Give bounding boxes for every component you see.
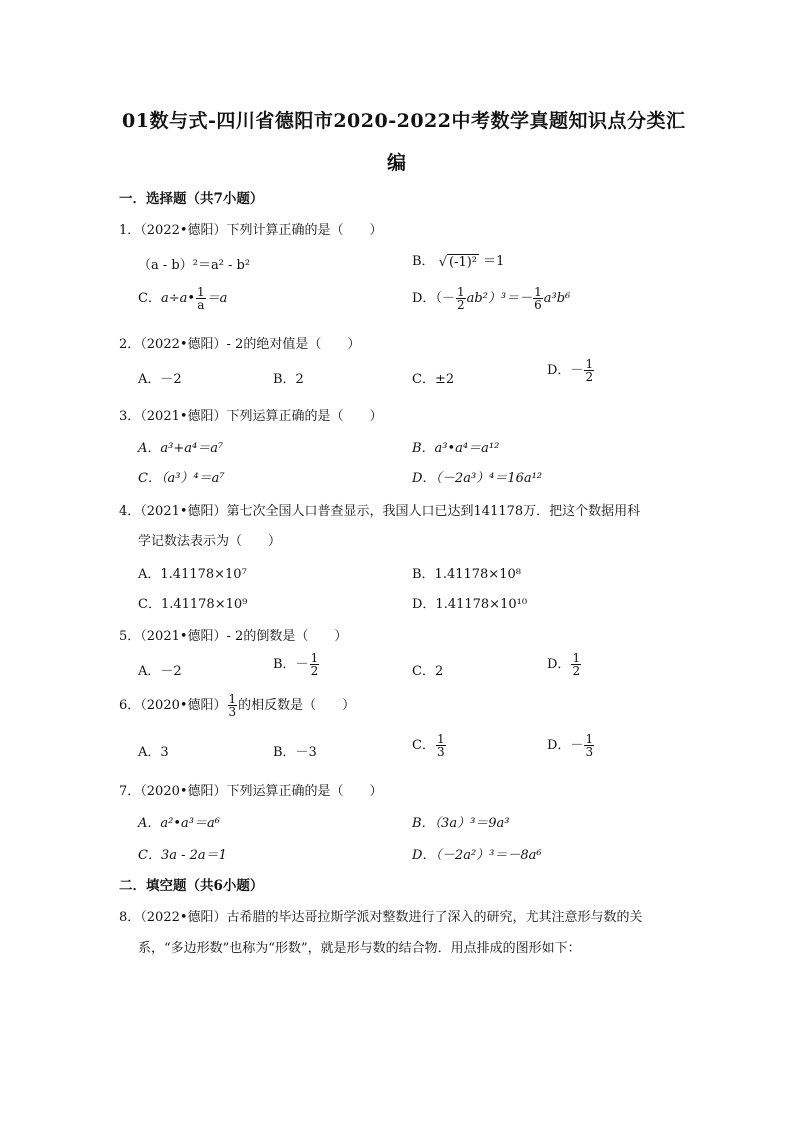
fraction <box>436 733 446 758</box>
numerator: 1 <box>197 285 205 299</box>
page-title-continued: 编 <box>387 152 407 174</box>
fraction <box>584 733 594 758</box>
question-1-option-d <box>412 286 570 311</box>
question-3-stem: 3．（2021•德阳）下列运算正确的是（ ） <box>119 409 383 424</box>
question-4-stem-line-2: 学记数法表示为（ ） <box>138 534 282 549</box>
denominator: 2 <box>456 298 465 312</box>
question-2-option-a: A．－2 <box>138 372 182 387</box>
numerator: 1 <box>585 732 594 746</box>
option-label: B． <box>412 254 435 269</box>
fraction <box>584 358 594 383</box>
question-5-option-c: C．2 <box>412 664 444 679</box>
option-label: D．－ <box>547 738 584 753</box>
denominator: 2 <box>572 664 581 678</box>
question-2-option-c: C．±2 <box>412 372 455 387</box>
section-heading-fill-in: 二．填空题（共6小题） <box>119 878 264 894</box>
question-8-line-1: 8．（2022•德阳）古希腊的毕达哥拉斯学派对整数进行了深入的研究，尤其注意形与数的关 <box>119 910 643 925</box>
numerator: 1 <box>534 285 542 299</box>
question-4-option-d: D．1.41178×10¹⁰ <box>412 597 528 612</box>
question-6-option-a: A．3 <box>138 745 169 760</box>
question-2-option-d <box>547 358 595 383</box>
question-1-stem: 1．（2022•德阳）下列计算正确的是（ ） <box>119 223 383 238</box>
section-heading-choice: 一．选择题（共7小题） <box>119 191 264 207</box>
question-6-option-b: B．－3 <box>273 745 317 760</box>
question-6-stem <box>119 693 355 718</box>
expr-pre: （－ <box>435 291 455 306</box>
denominator: a <box>197 298 205 312</box>
option-label: C． <box>412 738 435 753</box>
fraction <box>196 286 206 311</box>
option-label: B．－ <box>273 657 309 672</box>
expr-post: a³b⁶ <box>543 291 571 306</box>
question-6-option-c <box>412 733 447 758</box>
question-5-option-b <box>273 652 320 677</box>
numerator: 1 <box>456 285 465 299</box>
question-7-option-c: C．3a - 2a＝1 <box>138 848 227 863</box>
expr-mid: ab²）³＝－ <box>466 291 533 306</box>
question-1-option-b <box>412 250 504 270</box>
question-7-option-b: B．（3a）³＝9a³ <box>412 816 510 831</box>
question-3-option-d: D．（－2a³）⁴＝16a¹² <box>412 471 543 486</box>
denominator: 2 <box>310 664 319 678</box>
question-4-option-a: A．1.41178×10⁷ <box>138 567 247 582</box>
numerator: 1 <box>572 651 581 665</box>
question-3-option-a: A．a³+a⁴＝a⁷ <box>138 441 224 456</box>
question-5-stem: 5．（2021•德阳）- 2的倒数是（ ） <box>119 629 348 644</box>
question-2-stem: 2．（2022•德阳）- 2的绝对值是（ ） <box>119 337 361 352</box>
denominator: 3 <box>228 705 237 719</box>
question-8-line-2: 系，“多边形数”也称为“形数”，就是形与数的结合物．用点排成的图形如下： <box>138 941 581 956</box>
sqrt-expression: √ (-1)² <box>438 254 478 270</box>
question-6-option-d <box>547 733 595 758</box>
stem-post: 的相反数是（ ） <box>238 698 356 713</box>
denominator: 2 <box>585 370 594 384</box>
fraction <box>228 693 238 718</box>
question-5-option-a: A．－2 <box>138 664 182 679</box>
question-7-stem: 7．（2020•德阳）下列运算正确的是（ ） <box>119 784 383 799</box>
question-3-option-c: C．（a³）⁴＝a⁷ <box>138 471 225 486</box>
denominator: 3 <box>585 745 594 759</box>
fraction <box>456 286 466 311</box>
question-7-option-d: D．（－2a²）³＝－8a⁶ <box>412 848 542 863</box>
fraction <box>571 652 581 677</box>
question-1-option-c <box>138 286 227 311</box>
numerator: 1 <box>585 357 594 371</box>
question-4-option-c: C．1.41178×10⁹ <box>138 597 248 612</box>
question-4-option-b: B．1.41178×10⁸ <box>412 567 521 582</box>
option-label: D．－ <box>547 363 584 378</box>
expr-pre: a÷a• <box>160 291 196 306</box>
question-7-option-a: A．a²•a³＝a⁶ <box>138 816 220 831</box>
question-3-option-b: B．a³•a⁴＝a¹² <box>412 441 500 456</box>
expr-post: ＝a <box>206 291 228 306</box>
option-label: C． <box>138 291 161 306</box>
stem-pre: 6．（2020•德阳） <box>119 698 227 713</box>
denominator: 6 <box>534 298 542 312</box>
option-rest: ＝1 <box>483 254 505 269</box>
fraction-2 <box>533 286 543 311</box>
page-title: 01数与式-四川省德阳市2020-2022中考数学真题知识点分类汇 <box>122 110 686 132</box>
fraction <box>310 652 320 677</box>
numerator: 1 <box>310 651 319 665</box>
denominator: 3 <box>436 745 445 759</box>
radicand: (-1)² <box>449 254 478 270</box>
numerator: 1 <box>436 732 445 746</box>
option-label: D． <box>412 291 436 306</box>
numerator: 1 <box>228 692 237 706</box>
question-4-stem-line-1: 4．（2021•德阳）第七次全国人口普查显示，我国人口已达到141178万．把这个数据用科 <box>119 504 641 519</box>
option-label: D． <box>547 657 571 672</box>
question-5-option-d <box>547 652 582 677</box>
question-1-option-a: （a - b）²＝a² - b² <box>138 258 251 273</box>
question-2-option-b: B．2 <box>273 372 304 387</box>
